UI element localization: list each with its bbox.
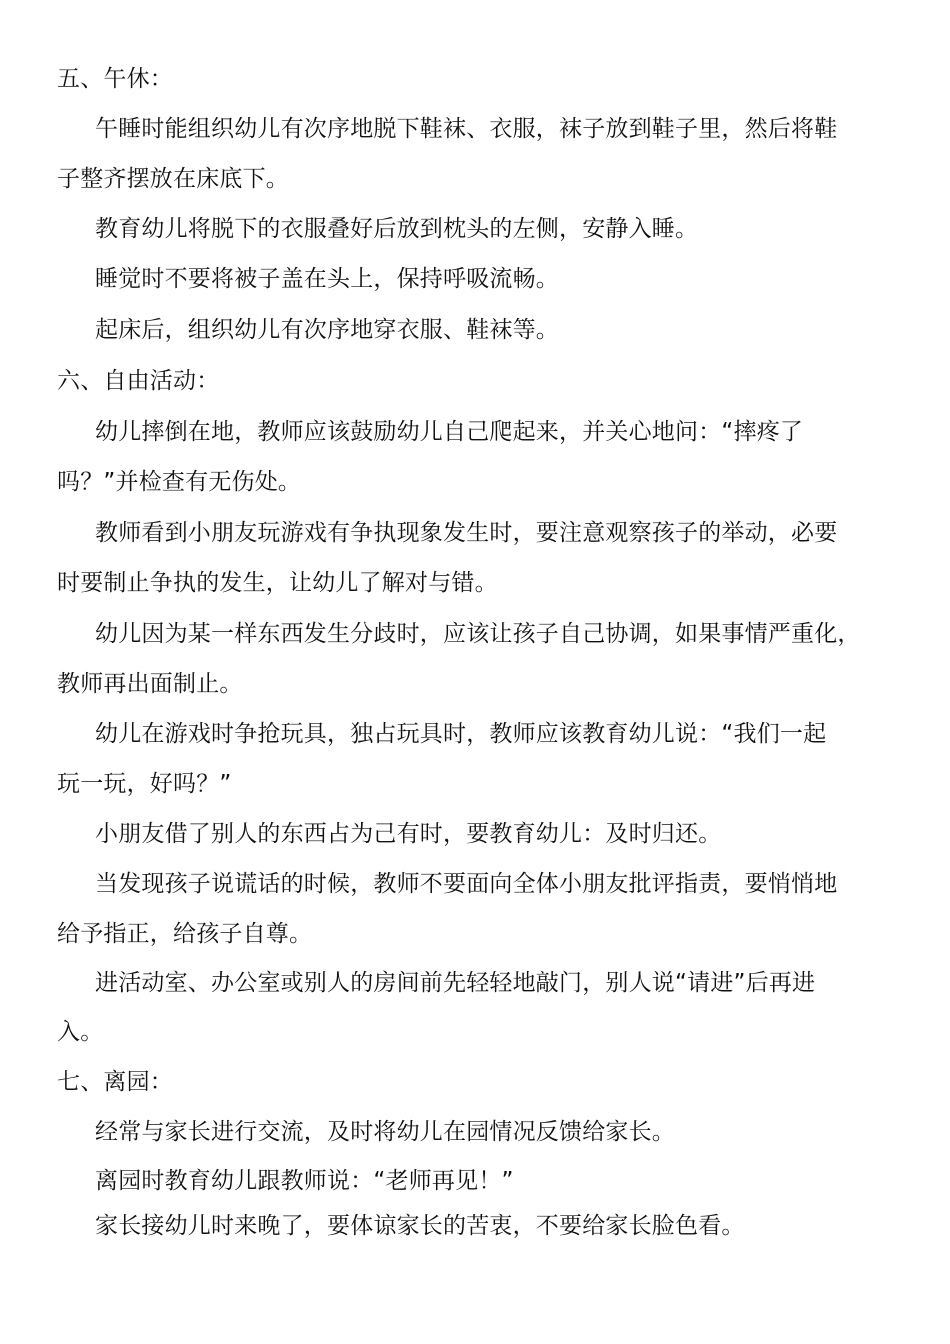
paragraph-line: 当发现孩子说谎话的时候，教师不要面向全体小朋友批评指责，要悄悄地 [95, 871, 838, 897]
paragraph-line: 幼儿因为某一样东西发生分歧时，应该让孩子自己协调，如果事情严重化， [95, 621, 861, 647]
paragraph-line: 时要制止争执的发生，让幼儿了解对与错。 [57, 570, 498, 596]
paragraph-line: 家长接幼儿时来晚了，要体谅家长的苦衷，不要给家长脸色看。 [95, 1213, 745, 1239]
paragraph-line: 给予指正，给孩子自尊。 [57, 921, 313, 947]
section-heading-nap: 五、午休： [57, 66, 173, 92]
paragraph-line: 起床后，组织幼儿有次序地穿衣服、鞋袜等。 [95, 317, 559, 343]
paragraph-line: 离园时教育幼儿跟教师说：“老师再见！” [95, 1168, 514, 1194]
paragraph-line: 幼儿摔倒在地，教师应该鼓励幼儿自己爬起来，并关心地问：“摔疼了 [95, 419, 804, 445]
paragraph-line: 子整齐摆放在床底下。 [57, 166, 289, 192]
section-heading-leaving: 七、离园： [57, 1069, 173, 1095]
paragraph-line: 教育幼儿将脱下的衣服叠好后放到枕头的左侧，安静入睡。 [95, 216, 699, 242]
paragraph-line: 小朋友借了别人的东西占为己有时，要教育幼儿：及时归还。 [95, 821, 722, 847]
paragraph-line: 睡觉时不要将被子盖在头上，保持呼吸流畅。 [95, 266, 559, 292]
paragraph-line: 玩一玩，好吗？” [57, 771, 232, 797]
paragraph-line: 教师看到小朋友玩游戏有争执现象发生时，要注意观察孩子的举动，必要 [95, 520, 838, 546]
paragraph-line: 吗？”并检查有无伤处。 [57, 469, 302, 495]
paragraph-line: 经常与家长进行交流，及时将幼儿在园情况反馈给家长。 [95, 1119, 675, 1145]
paragraph-line: 幼儿在游戏时争抢玩具，独占玩具时，教师应该教育幼儿说：“我们一起 [95, 721, 827, 747]
paragraph-line: 教师再出面制止。 [57, 671, 243, 697]
paragraph-line: 入。 [57, 1019, 104, 1045]
paragraph-line: 午睡时能组织幼儿有次序地脱下鞋袜、衣服，袜子放到鞋子里，然后将鞋 [95, 116, 838, 142]
paragraph-line: 进活动室、办公室或别人的房间前先轻轻地敲门，别人说“请进”后再进 [95, 970, 816, 996]
section-heading-free-activity: 六、自由活动： [57, 368, 220, 394]
